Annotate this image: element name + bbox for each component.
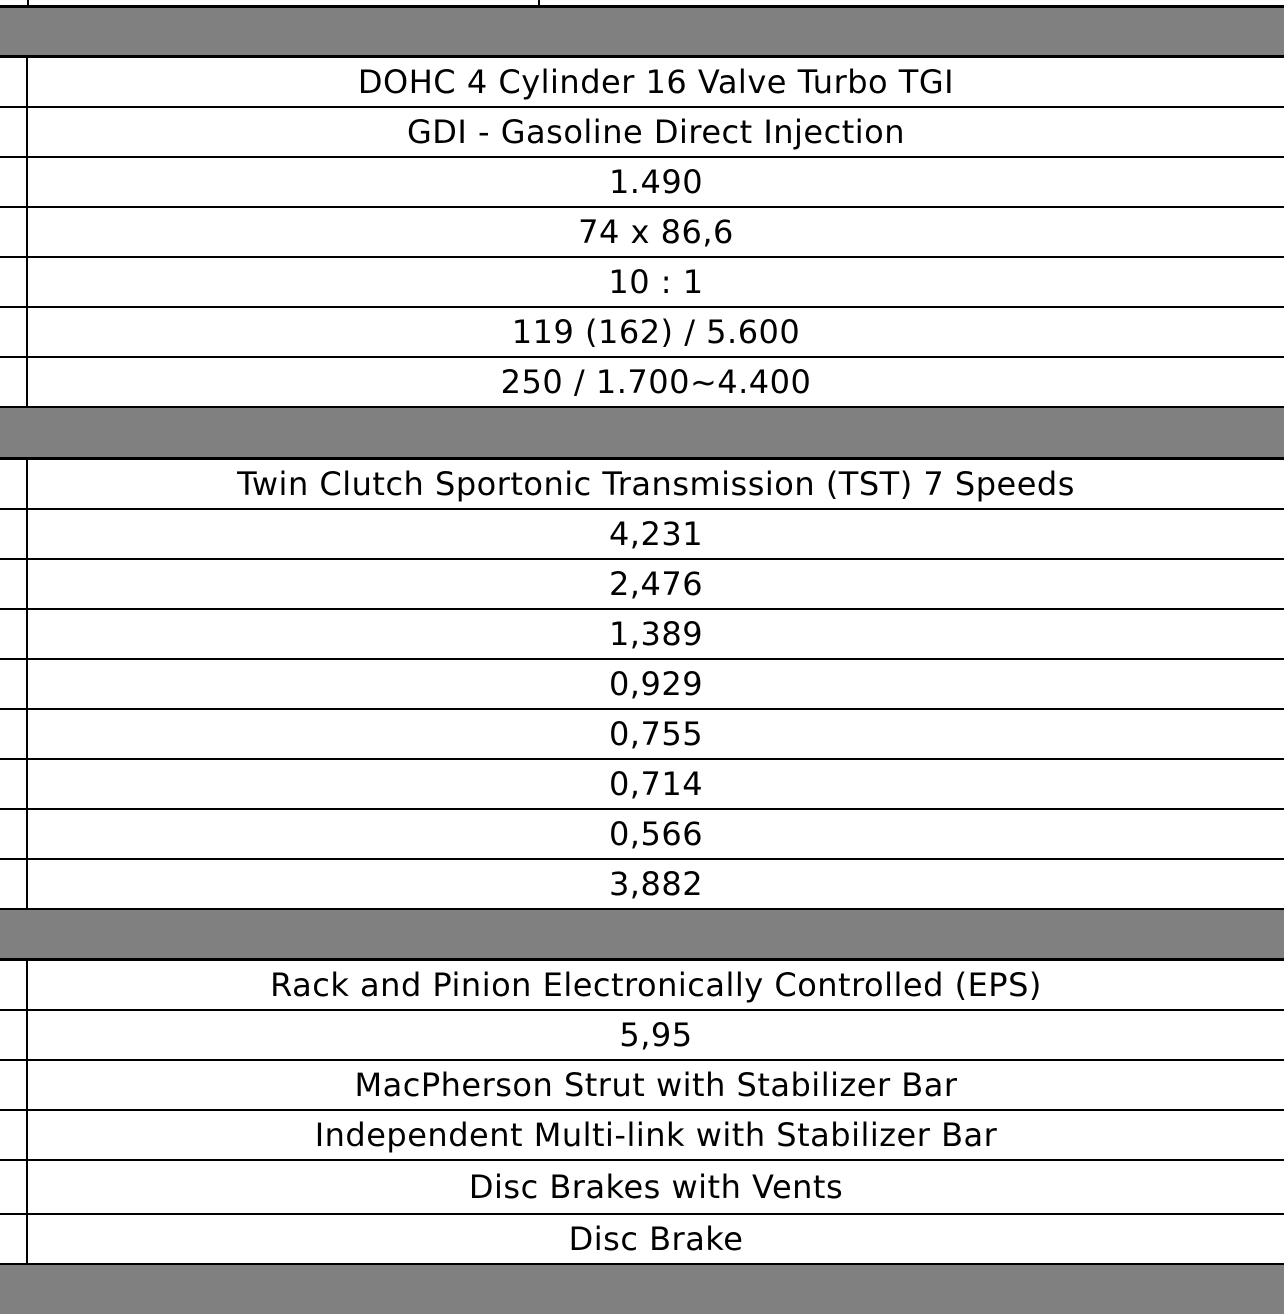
table-row (0, 560, 1284, 610)
label-cell (0, 660, 28, 708)
table-row (0, 108, 1284, 158)
table-row (0, 510, 1284, 560)
value-cell: 0,929 (608, 665, 704, 703)
value-cell: Independent Multi-link with Stabilizer Bar (314, 1116, 998, 1154)
value-cell: 10 : 1 (608, 263, 704, 301)
table-row (0, 258, 1284, 308)
value-cell: Disc Brakes with Vents (468, 1168, 844, 1206)
label-cell (0, 560, 28, 608)
label-cell (0, 308, 28, 356)
label-cell (0, 1061, 28, 1109)
value-cell: 1.490 (608, 163, 704, 201)
label-cell (0, 460, 28, 508)
table-row (0, 1161, 1284, 1215)
table-row (0, 860, 1284, 910)
section-bar-engine (0, 8, 1284, 58)
table-row (0, 610, 1284, 660)
section-bar-bottom (0, 1265, 1284, 1314)
value-cell: 119 (162) / 5.600 (511, 313, 801, 351)
value-cell: Disc Brake (568, 1220, 744, 1258)
value-cell: DOHC 4 Cylinder 16 Valve Turbo TGI (357, 63, 955, 101)
value-cell: GDI - Gasoline Direct Injection (406, 113, 905, 151)
top-table-edge (0, 0, 1284, 8)
table-row (0, 58, 1284, 108)
label-cell (0, 258, 28, 306)
label-cell (0, 208, 28, 256)
label-cell (0, 358, 28, 406)
value-cell: 0,755 (608, 715, 704, 753)
value-cell: MacPherson Strut with Stabilizer Bar (354, 1066, 958, 1104)
value-cell: Rack and Pinion Electronically Controlled (EPS) (270, 966, 1042, 1004)
table-row (0, 1111, 1284, 1161)
table-row (0, 308, 1284, 358)
label-cell (0, 961, 28, 1009)
label-cell (0, 1215, 28, 1263)
label-cell (0, 108, 28, 156)
label-cell (0, 158, 28, 206)
label-cell (0, 710, 28, 758)
table-row (0, 358, 1284, 408)
value-cell: 0,566 (608, 815, 704, 853)
table-row (0, 1011, 1284, 1061)
value-cell: 2,476 (608, 565, 704, 603)
table-row (0, 1061, 1284, 1111)
label-cell (0, 58, 28, 106)
label-cell (0, 510, 28, 558)
label-cell (0, 810, 28, 858)
table-row (0, 760, 1284, 810)
label-cell (0, 610, 28, 658)
value-cell: 1,389 (608, 615, 704, 653)
value-cell: 0,714 (608, 765, 704, 803)
top-left-divider (27, 0, 29, 8)
table-row (0, 460, 1284, 510)
value-cell: Twin Clutch Sportonic Transmission (TST) 7 Speeds (237, 465, 1075, 503)
value-cell: 74 x 86,6 (578, 213, 734, 251)
label-cell (0, 860, 28, 908)
table-row (0, 158, 1284, 208)
value-cell: 3,882 (608, 865, 704, 903)
top-column-divider (538, 0, 540, 8)
label-cell (0, 1111, 28, 1159)
table-row (0, 810, 1284, 860)
value-cell: 4,231 (608, 515, 704, 553)
table-row (0, 710, 1284, 760)
section-bar-chassis (0, 910, 1284, 961)
section-bar-transmission (0, 408, 1284, 460)
label-cell (0, 760, 28, 808)
table-row (0, 961, 1284, 1011)
value-cell: 250 / 1.700~4.400 (500, 363, 812, 401)
value-cell: 5,95 (619, 1016, 693, 1054)
table-row (0, 208, 1284, 258)
label-cell (0, 1011, 28, 1059)
label-cell (0, 1161, 28, 1213)
table-row (0, 1215, 1284, 1265)
table-row (0, 660, 1284, 710)
